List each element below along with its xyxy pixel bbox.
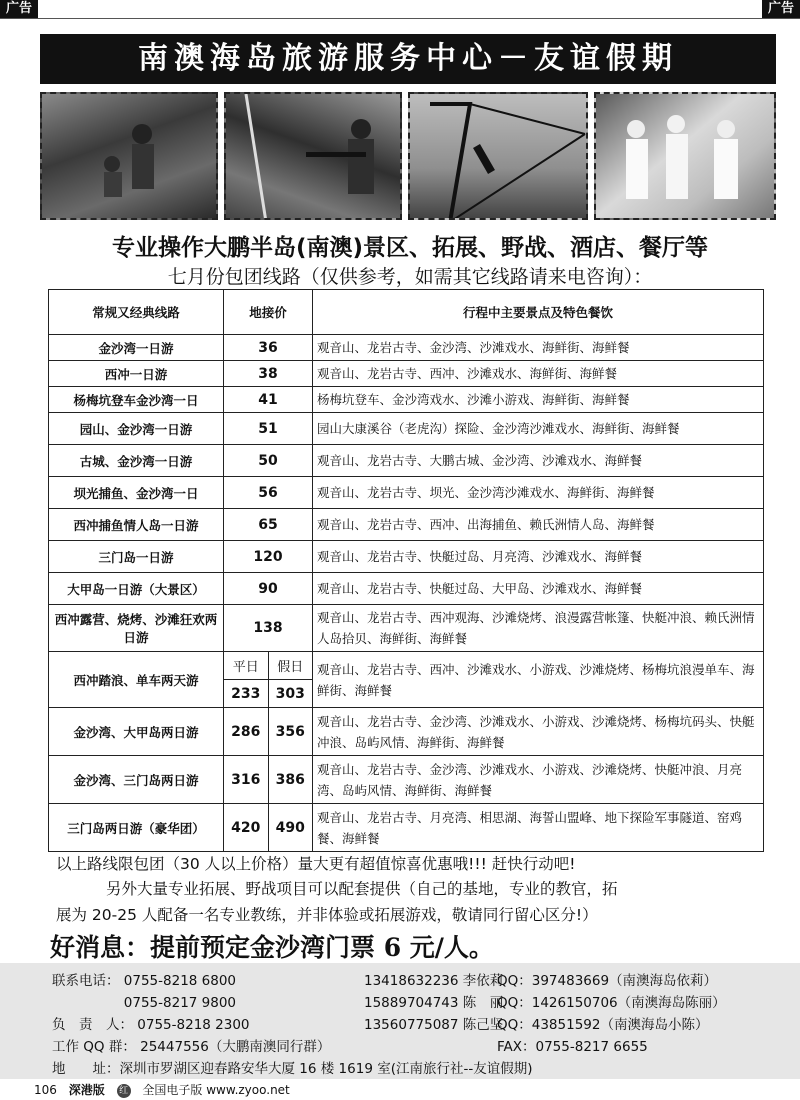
table-row: [49, 445, 764, 477]
photo-team-building-group: [594, 92, 776, 220]
contact-panel: [0, 963, 800, 1079]
note-group-price: 以上路线限包团（30 人以上价格）量大更有超值惊喜优惠哦!!! 赶快行动吧!: [56, 855, 576, 873]
weekday-price: 316: [224, 756, 269, 804]
header-itinerary: 行程中主要景点及特色餐饮: [313, 290, 764, 335]
good-news: 好消息：提前预定金沙湾门票 6 元/人。: [50, 933, 494, 962]
route-itinerary: 观音山、龙岩古寺、坝光、金沙湾沙滩戏水、海鲜街、海鲜餐: [313, 477, 764, 509]
route-name: 金沙湾、三门岛两日游: [49, 756, 224, 804]
route-itinerary: 观音山、龙岩古寺、快艇过岛、大甲岛、沙滩戏水、海鲜餐: [313, 573, 764, 605]
contact-phone-1: 联系电话： 0755-8218 6800: [52, 973, 237, 989]
route-name: 大甲岛一日游（大景区）: [49, 573, 224, 605]
contact-fax: FAX：0755-8217 6655: [497, 1039, 648, 1055]
route-itinerary: 观音山、龙岩古寺、金沙湾、沙滩戏水、小游戏、沙滩烧烤、杨梅坑码头、快艇冲浪、岛屿风情、海鲜街、海鲜餐: [313, 708, 764, 756]
route-price: 65: [224, 509, 313, 541]
route-name: 西冲一日游: [49, 361, 224, 387]
route-name: 三门岛一日游: [49, 541, 224, 573]
route-name: 杨梅坑登车金沙湾一日: [49, 387, 224, 413]
contact-qq-group: 工作 QQ 群： 25447556（大鹏南澳同行群）: [52, 1039, 331, 1055]
contact-address: 地 址：深圳市罗湖区迎春路安华大厦 16 楼 1619 室(江南旅行社--友谊假期): [52, 1061, 533, 1077]
page-footer: [0, 1080, 800, 1100]
route-price: 138: [224, 605, 313, 652]
table-row: [49, 605, 764, 652]
route-itinerary: 杨梅坑登车、金沙湾戏水、沙滩小游戏、海鲜街、海鲜餐: [313, 387, 764, 413]
route-name: 金沙湾、大甲岛两日游: [49, 708, 224, 756]
route-name: 坝光捕鱼、金沙湾一日: [49, 477, 224, 509]
route-price: 36: [224, 335, 313, 361]
route-itinerary: 观音山、龙岩古寺、月亮湾、相思湖、海誓山盟峰、地下探险军事隧道、窑鸡餐、海鲜餐: [313, 804, 764, 852]
note-extra-projects: 另外大量专业拓展、野战项目可以配套提供（自己的基地，专业的教官，拓: [106, 880, 618, 898]
route-name: 古城、金沙湾一日游: [49, 445, 224, 477]
holiday-price: 386: [268, 756, 313, 804]
route-price: 41: [224, 387, 313, 413]
route-itinerary: 观音山、龙岩古寺、西冲、沙滩戏水、小游戏、沙滩烧烤、杨梅坑浪漫单车、海鲜街、海鲜餐: [313, 652, 764, 708]
weekday-label: 平日: [224, 652, 269, 680]
contact-qq-3: QQ：43851592（南澳海岛小陈）: [497, 1017, 709, 1033]
table-row: [49, 708, 764, 756]
route-price: 90: [224, 573, 313, 605]
route-price: 38: [224, 361, 313, 387]
weekday-price: 420: [224, 804, 269, 852]
contact-mobile-2: 15889704743 陈 丽: [364, 995, 504, 1011]
route-itinerary: 观音山、龙岩古寺、快艇过岛、月亮湾、沙滩戏水、海鲜餐: [313, 541, 764, 573]
weekday-price: 286: [224, 708, 269, 756]
route-itinerary: 观音山、龙岩古寺、西冲观海、沙滩烧烤、浪漫露营帐篷、快艇冲浪、赖氏洲情人岛拾贝、海鲜街、海鲜餐: [313, 605, 764, 652]
note-coach-ratio: 展为 20-25 人配备一名专业教练，并非体验或拓展游戏，敬请同行留心区分!）: [56, 906, 598, 924]
table-row: [49, 413, 764, 445]
table-row: [49, 509, 764, 541]
table-row: [49, 541, 764, 573]
holiday-price: 490: [268, 804, 313, 852]
holiday-price: 356: [268, 708, 313, 756]
route-name: 西冲踏浪、单车两天游: [49, 652, 224, 708]
table-row: [49, 804, 764, 852]
contact-mobile-1: 13418632236 李依莉: [364, 973, 504, 989]
table-row: [49, 335, 764, 361]
route-name: 西冲露营、烧烤、沙滩狂欢两日游: [49, 605, 224, 652]
banner-title: 南澳海岛旅游服务中心－友谊假期: [40, 34, 776, 84]
contact-qq-2: QQ：1426150706（南澳海岛陈丽）: [497, 995, 726, 1011]
subhead: 七月份包团线路（仅供参考，如需其它线路请来电咨询）：: [167, 266, 653, 288]
edition-label: 深港版: [68, 1083, 105, 1097]
photo-soldier-with-rifle: [224, 92, 402, 220]
edition-badge-icon: 红: [117, 1084, 131, 1098]
route-name: 金沙湾一日游: [49, 335, 224, 361]
route-name: 园山、金沙湾一日游: [49, 413, 224, 445]
top-divider: [0, 18, 800, 19]
route-price-table: [48, 289, 764, 852]
weekday-price: 233: [224, 680, 269, 708]
photo-zipline-tower: [408, 92, 588, 220]
route-price: 120: [224, 541, 313, 573]
holiday-label: 假日: [268, 652, 313, 680]
contact-mobile-3: 13560775087 陈己坚: [364, 1017, 504, 1033]
route-price: 56: [224, 477, 313, 509]
table-row: [49, 756, 764, 804]
route-name: 三门岛两日游（豪华团）: [49, 804, 224, 852]
route-itinerary: 园山大康溪谷（老虎沟）探险、金沙湾沙滩戏水、海鲜街、海鲜餐: [313, 413, 764, 445]
table-row: [49, 361, 764, 387]
holiday-price: 303: [268, 680, 313, 708]
contact-manager: 负 责 人： 0755-8218 2300: [52, 1017, 250, 1033]
table-row: [49, 573, 764, 605]
page-number: 106: [34, 1083, 57, 1097]
header-route: 常规又经典线路: [49, 290, 224, 335]
table-row: [49, 652, 764, 680]
route-itinerary: 观音山、龙岩古寺、金沙湾、沙滩戏水、海鲜街、海鲜餐: [313, 335, 764, 361]
contact-qq-1: QQ：397483669（南澳海岛依莉）: [497, 973, 718, 989]
ad-label-right: 广告: [762, 0, 800, 18]
table-row: [49, 387, 764, 413]
photo-camouflage-soldiers: [40, 92, 218, 220]
route-itinerary: 观音山、龙岩古寺、大鹏古城、金沙湾、沙滩戏水、海鲜餐: [313, 445, 764, 477]
ad-label-left: 广告: [0, 0, 38, 18]
route-price: 50: [224, 445, 313, 477]
route-itinerary: 观音山、龙岩古寺、西冲、出海捕鱼、赖氏洲情人岛、海鲜餐: [313, 509, 764, 541]
route-name: 西冲捕鱼情人岛一日游: [49, 509, 224, 541]
route-price: 51: [224, 413, 313, 445]
route-itinerary: 观音山、龙岩古寺、西冲、沙滩戏水、海鲜街、海鲜餐: [313, 361, 764, 387]
photo-strip: [40, 92, 776, 220]
headline: 专业操作大鹏半岛(南澳)景区、拓展、野战、酒店、餐厅等: [111, 235, 709, 261]
website-label: 全国电子版 www.zyoo.net: [142, 1083, 290, 1097]
contact-phone-2: 0755-8217 9800: [52, 995, 237, 1011]
route-itinerary: 观音山、龙岩古寺、金沙湾、沙滩戏水、小游戏、沙滩烧烤、快艇冲浪、月亮湾、岛屿风情、海鲜街、海鲜餐: [313, 756, 764, 804]
header-price: 地接价: [224, 290, 313, 335]
table-row: [49, 477, 764, 509]
